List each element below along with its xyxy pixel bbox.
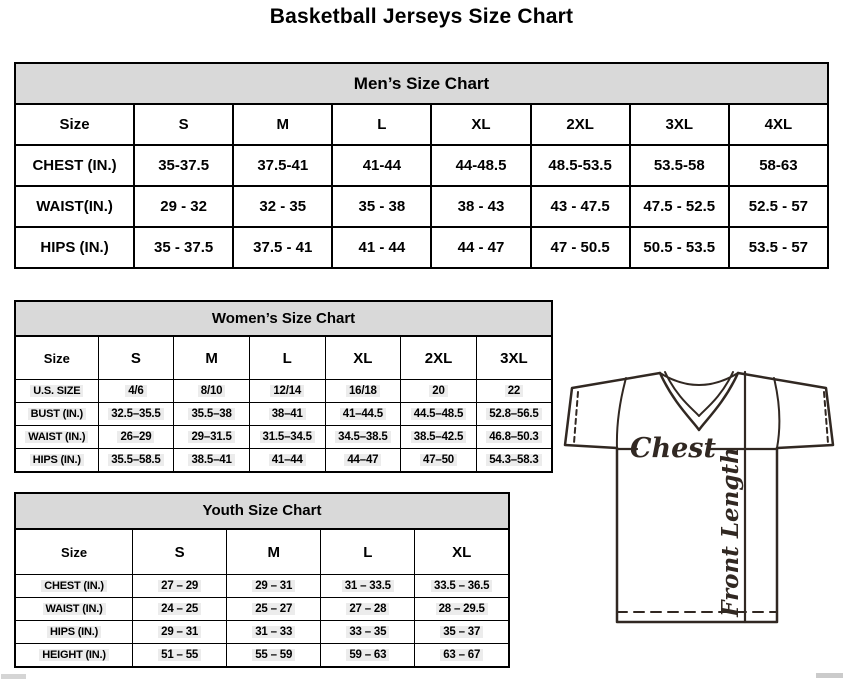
column-header: 4XL	[729, 104, 828, 145]
column-header: Size	[15, 336, 98, 380]
mens-size-chart-section	[14, 62, 829, 269]
column-header: 2XL	[401, 336, 477, 380]
size-value: 28 – 29.5	[436, 603, 488, 615]
size-value: 37.5 - 41	[253, 239, 313, 256]
size-value: 48.5-53.5	[548, 157, 612, 174]
youth-chart-header: Youth Size Chart	[14, 492, 510, 530]
womens-size-table	[14, 335, 553, 473]
column-header: Size	[15, 104, 134, 145]
size-cell	[332, 145, 431, 186]
column-header: S	[133, 529, 227, 575]
size-value: 58-63	[759, 157, 798, 174]
size-cell	[174, 380, 250, 403]
row-label: CHEST (IN.)	[32, 157, 117, 174]
size-value: 52.5 - 57	[748, 198, 809, 215]
column-header: 3XL	[476, 336, 552, 380]
cropped-ui-fragment-right	[816, 673, 843, 678]
size-value: 32 - 35	[259, 198, 307, 215]
womens-size-chart-section	[14, 300, 553, 473]
page-title: Basketball Jerseys Size Chart	[269, 5, 574, 28]
size-value: 35-37.5	[158, 157, 210, 174]
column-header: 3XL	[630, 104, 729, 145]
mens-size-table	[14, 103, 829, 269]
size-value: 33 – 35	[346, 626, 389, 638]
size-cell	[401, 449, 477, 473]
size-value: 47–50	[420, 454, 457, 466]
chest-label: Chest	[630, 433, 716, 464]
size-value: 41-44	[362, 157, 402, 174]
table-row	[15, 426, 552, 449]
row-label-cell	[15, 227, 134, 268]
size-cell	[630, 186, 729, 227]
size-cell	[98, 380, 174, 403]
size-value: 25 – 27	[252, 603, 295, 615]
size-cell	[233, 186, 332, 227]
size-cell	[531, 227, 630, 268]
size-value: 41 - 44	[358, 239, 406, 256]
jersey-right-armhole-seam	[774, 378, 779, 448]
size-cell	[249, 449, 325, 473]
size-cell	[133, 644, 227, 668]
column-header: M	[233, 104, 332, 145]
mens-chart-header: Men’s Size Chart	[14, 62, 829, 105]
size-cell	[325, 426, 401, 449]
size-value: 44.5–48.5	[411, 408, 466, 420]
size-cell	[401, 380, 477, 403]
size-cell	[729, 227, 828, 268]
column-header: S	[134, 104, 233, 145]
size-cell	[321, 621, 415, 644]
size-cell	[321, 598, 415, 621]
size-cell	[249, 380, 325, 403]
size-value: 35 - 38	[358, 198, 406, 215]
size-cell	[98, 426, 174, 449]
size-cell	[630, 227, 729, 268]
size-cell	[133, 598, 227, 621]
column-header: L	[249, 336, 325, 380]
size-value: 44 - 47	[457, 239, 505, 256]
size-cell	[321, 644, 415, 668]
jersey-left-armhole-seam	[617, 378, 626, 448]
size-value: 27 – 28	[346, 603, 389, 615]
size-value: 54.3–58.3	[486, 454, 541, 466]
size-value: 35 - 37.5	[154, 239, 214, 256]
size-value: 44-48.5	[455, 157, 507, 174]
size-value: 4/6	[125, 385, 146, 397]
size-cell	[531, 145, 630, 186]
size-value: 20	[429, 385, 447, 397]
size-value: 41–44	[269, 454, 306, 466]
size-value: 8/10	[198, 385, 226, 397]
header-row	[15, 104, 828, 145]
size-value: 44–47	[344, 454, 381, 466]
size-cell	[227, 575, 321, 598]
size-cell	[249, 403, 325, 426]
size-cell	[174, 426, 250, 449]
size-value: 29 – 31	[158, 626, 201, 638]
size-value: 38–41	[269, 408, 306, 420]
size-value: 53.5-58	[653, 157, 705, 174]
table-row	[15, 621, 509, 644]
size-value: 52.8–56.5	[486, 408, 541, 420]
row-label-cell	[15, 449, 98, 473]
youth-size-chart-section	[14, 492, 510, 668]
row-label-cell	[15, 403, 98, 426]
size-cell	[476, 403, 552, 426]
size-cell	[134, 186, 233, 227]
row-label-cell	[15, 186, 134, 227]
size-value: 47 - 50.5	[550, 239, 610, 256]
row-label: HIPS (IN.)	[30, 454, 84, 466]
size-value: 26–29	[117, 431, 154, 443]
size-cell	[431, 227, 530, 268]
size-value: 38.5–41	[188, 454, 234, 466]
size-cell	[431, 145, 530, 186]
column-header: XL	[431, 104, 530, 145]
size-cell	[174, 403, 250, 426]
size-cell	[227, 621, 321, 644]
column-header: 2XL	[531, 104, 630, 145]
size-cell	[325, 380, 401, 403]
size-value: 46.8–50.3	[486, 431, 541, 443]
size-value: 34.5–38.5	[335, 431, 390, 443]
size-value: 50.5 - 53.5	[643, 239, 716, 256]
column-header: L	[321, 529, 415, 575]
jersey-right-sleeve	[738, 373, 833, 448]
row-label-cell	[15, 380, 98, 403]
size-value: 63 – 67	[440, 649, 483, 661]
row-label: BUST (IN.)	[28, 408, 86, 420]
size-value: 38 - 43	[457, 198, 505, 215]
size-value: 55 – 59	[252, 649, 295, 661]
row-label-cell	[15, 598, 133, 621]
table-row	[15, 380, 552, 403]
size-value: 43 - 47.5	[550, 198, 610, 215]
column-header: XL	[415, 529, 509, 575]
size-cell	[415, 575, 509, 598]
size-value: 29 - 32	[160, 198, 207, 215]
size-value: 27 – 29	[158, 580, 201, 592]
size-cell	[332, 186, 431, 227]
row-label-cell	[15, 145, 134, 186]
size-cell	[476, 426, 552, 449]
size-cell	[401, 426, 477, 449]
size-value: 38.5–42.5	[411, 431, 466, 443]
table-row	[15, 227, 828, 268]
column-header: Size	[15, 529, 133, 575]
row-label: U.S. SIZE	[30, 385, 83, 397]
size-value: 33.5 – 36.5	[431, 580, 492, 592]
size-value: 41–44.5	[340, 408, 386, 420]
table-row	[15, 644, 509, 668]
column-header: M	[174, 336, 250, 380]
table-row	[15, 598, 509, 621]
size-value: 51 – 55	[158, 649, 201, 661]
row-label-cell	[15, 644, 133, 668]
front-length-label: Front Length	[717, 447, 744, 617]
jersey-collar-inner	[665, 372, 733, 416]
size-cell	[227, 644, 321, 668]
jersey-measurement-diagram	[562, 360, 840, 630]
size-cell	[321, 575, 415, 598]
header-row	[15, 529, 509, 575]
table-row	[15, 449, 552, 473]
size-cell	[134, 227, 233, 268]
size-cell	[325, 403, 401, 426]
size-value: 16/18	[346, 385, 380, 397]
size-cell	[431, 186, 530, 227]
size-value: 47.5 - 52.5	[643, 198, 716, 215]
row-label: WAIST (IN.)	[25, 431, 88, 443]
size-value: 29–31.5	[188, 431, 234, 443]
table-row	[15, 145, 828, 186]
size-cell	[729, 145, 828, 186]
row-label-cell	[15, 575, 133, 598]
size-cell	[531, 186, 630, 227]
size-cell	[415, 598, 509, 621]
size-value: 31 – 33	[252, 626, 295, 638]
row-label: HIPS (IN.)	[40, 239, 109, 256]
column-header: S	[98, 336, 174, 380]
row-label: WAIST (IN.)	[43, 603, 106, 615]
table-row	[15, 186, 828, 227]
size-value: 31.5–34.5	[260, 431, 315, 443]
size-cell	[249, 426, 325, 449]
size-cell	[476, 449, 552, 473]
size-value: 53.5 - 57	[748, 239, 809, 256]
size-cell	[630, 145, 729, 186]
womens-chart-header: Women’s Size Chart	[14, 300, 553, 337]
row-label-cell	[15, 621, 133, 644]
size-cell	[325, 449, 401, 473]
row-label-cell	[15, 426, 98, 449]
size-cell	[415, 644, 509, 668]
row-label: CHEST (IN.)	[41, 580, 107, 592]
size-value: 35 – 37	[440, 626, 483, 638]
size-value: 37.5-41	[257, 157, 309, 174]
size-cell	[476, 380, 552, 403]
row-label: WAIST(IN.)	[36, 198, 113, 215]
size-cell	[233, 227, 332, 268]
jersey-left-cuff-dashed-line	[574, 392, 578, 443]
size-cell	[134, 145, 233, 186]
size-value: 22	[505, 385, 523, 397]
size-value: 35.5–38	[188, 408, 234, 420]
row-label: HEIGHT (IN.)	[39, 649, 109, 661]
youth-size-table	[14, 528, 510, 668]
size-value: 31 – 33.5	[342, 580, 394, 592]
size-cell	[133, 621, 227, 644]
size-cell	[332, 227, 431, 268]
table-row	[15, 575, 509, 598]
jersey-collar-outer	[660, 373, 738, 430]
column-header: XL	[325, 336, 401, 380]
size-value: 29 – 31	[252, 580, 295, 592]
size-cell	[401, 403, 477, 426]
size-value: 24 – 25	[158, 603, 201, 615]
size-cell	[133, 575, 227, 598]
column-header: L	[332, 104, 431, 145]
size-cell	[729, 186, 828, 227]
size-cell	[174, 449, 250, 473]
cropped-ui-fragment-left	[1, 674, 26, 679]
size-value: 12/14	[270, 385, 304, 397]
size-value: 59 – 63	[346, 649, 389, 661]
column-header: M	[227, 529, 321, 575]
size-cell	[415, 621, 509, 644]
size-cell	[98, 449, 174, 473]
table-row	[15, 403, 552, 426]
row-label: HIPS (IN.)	[47, 626, 101, 638]
size-cell	[98, 403, 174, 426]
size-value: 32.5–35.5	[108, 408, 163, 420]
jersey-body	[617, 448, 777, 622]
size-cell	[233, 145, 332, 186]
size-value: 35.5–58.5	[108, 454, 163, 466]
size-cell	[227, 598, 321, 621]
header-row	[15, 336, 552, 380]
